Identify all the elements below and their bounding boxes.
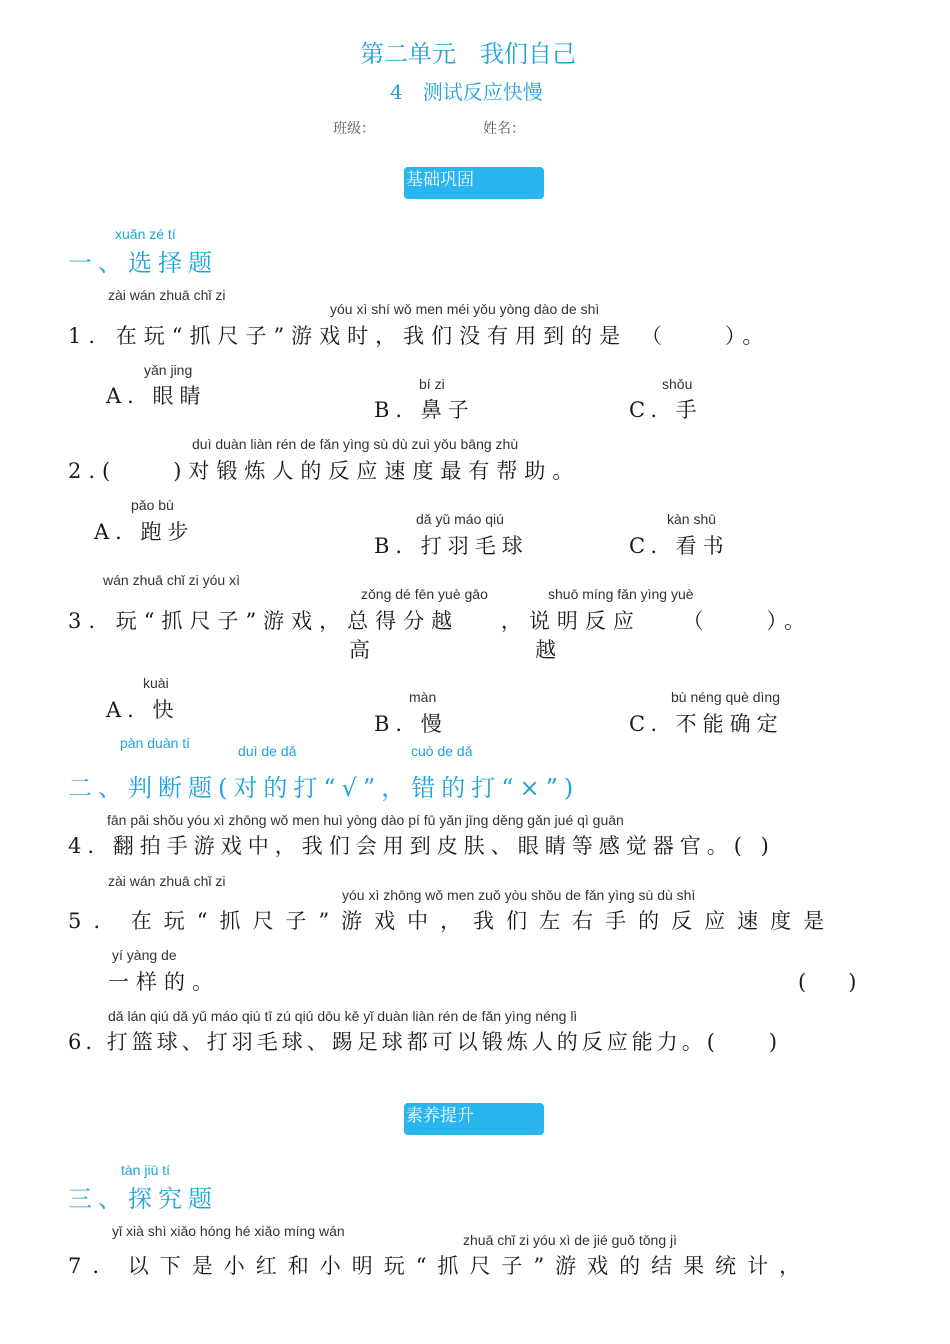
q3-wrap-1: 高 bbox=[349, 638, 377, 662]
q6-text: 6. 打篮球、打羽毛球、踢足球都可以锻炼人的反应能力。( ) bbox=[68, 1030, 782, 1054]
advanced-banner: 素养提升 bbox=[404, 1103, 544, 1135]
q3-pinyin-a: wán zhuā chǐ zi yóu xì bbox=[103, 572, 240, 588]
q6-pinyin: dǎ lán qiú dǎ yǔ máo qiú tī zú qiú dōu kě yǐ duàn liàn rén de fǎn yìng néng lì bbox=[108, 1008, 578, 1024]
q1-a-pinyin: yǎn jing bbox=[144, 362, 193, 378]
q2-option-b[interactable]: B. 打羽毛球 bbox=[374, 534, 529, 558]
section2-pinyin-b: duì de dǎ bbox=[238, 743, 297, 759]
q5-pinyin-b: yóu xì zhōng wǒ men zuǒ yòu shǒu de fǎn yìng sù dù shì bbox=[342, 887, 696, 903]
q2-pinyin: duì duàn liàn rén de fǎn yìng sù dù zuì yǒu bāng zhù bbox=[192, 436, 519, 452]
q3-c-pinyin: bù néng què dìng bbox=[671, 689, 780, 705]
q7-pinyin-a: yǐ xià shì xiǎo hóng hé xiǎo míng wán bbox=[112, 1223, 345, 1239]
q2-option-a[interactable]: A. 跑步 bbox=[94, 520, 195, 544]
q7-text: 7. 以下是小红和小明玩“抓尺子”游戏的结果统计， bbox=[68, 1254, 812, 1278]
q2-c-pinyin: kàn shū bbox=[667, 511, 717, 527]
q2-text: 2.( )对锻炼人的反应速度最有帮助。 bbox=[68, 459, 581, 483]
q3-a-pinyin: kuài bbox=[143, 675, 169, 691]
q3-pinyin-c: shuō míng fǎn yìng yuè bbox=[548, 586, 694, 602]
lesson-title: 4 测试反应快慢 bbox=[390, 80, 543, 104]
section1-title: 一、选择题 bbox=[68, 249, 218, 277]
q7-pinyin-b: zhuā chǐ zi yóu xì de jié guǒ tǒng jì bbox=[463, 1232, 678, 1248]
q1-option-b[interactable]: B. 鼻子 bbox=[374, 398, 475, 422]
q3-wrap-2: 越 bbox=[535, 638, 563, 662]
q3-pinyin-b: zǒng dé fēn yuè gāo bbox=[361, 586, 488, 602]
q1-c-pinyin: shǒu bbox=[662, 376, 693, 392]
q5-text2: 一样的。 bbox=[108, 970, 220, 994]
section1-pinyin: xuǎn zé tí bbox=[115, 226, 176, 242]
section2-title: 二、判断题(对的打“√”，错的打“×”) bbox=[68, 774, 580, 802]
q5-answer-paren[interactable]: ( ) bbox=[798, 970, 857, 994]
q5-text: 5. 在玩“抓尺子”游戏中，我们左右手的反应速度是 bbox=[68, 909, 837, 933]
q1-b-pinyin: bí zi bbox=[419, 376, 445, 392]
q1-pinyin-b: yóu xì shí wǒ men méi yǒu yòng dào de shì bbox=[330, 301, 600, 317]
section2-pinyin-a: pàn duàn tí bbox=[120, 735, 191, 751]
q1-pinyin-a: zài wán zhuā chǐ zi bbox=[108, 287, 226, 303]
q1-option-c[interactable]: C. 手 bbox=[629, 398, 703, 422]
q5-pinyin-a: zài wán zhuā chǐ zi bbox=[108, 873, 226, 889]
q1-option-a[interactable]: A. 眼睛 bbox=[106, 384, 207, 408]
q1-text: 1. 在玩“抓尺子”游戏时，我们没有用到的是 （ ）。 bbox=[68, 324, 771, 348]
q2-b-pinyin: dǎ yǔ máo qiú bbox=[416, 511, 504, 527]
basic-banner: 基础巩固 bbox=[404, 167, 544, 199]
q5-pinyin-c: yí yàng de bbox=[112, 947, 177, 963]
name-label: 姓名： bbox=[483, 121, 525, 137]
q4-pinyin: fān pāi shǒu yóu xì zhōng wǒ men huì yòng dào pí fū yǎn jīng děng gǎn jué qì guān bbox=[107, 812, 624, 828]
q3-option-b[interactable]: B. 慢 bbox=[374, 712, 448, 736]
q2-option-c[interactable]: C. 看书 bbox=[629, 534, 730, 558]
q3-option-c[interactable]: C. 不能确定 bbox=[629, 712, 784, 736]
section3-pinyin: tàn jiū tí bbox=[121, 1162, 171, 1178]
q4-text: 4. 翻拍手游戏中，我们会用到皮肤、眼睛等感觉器官。( ) bbox=[68, 834, 775, 858]
q3-text: 3. 玩“抓尺子”游戏，总得分越 ，说明反应 （ ）。 bbox=[68, 609, 813, 633]
q2-a-pinyin: pǎo bù bbox=[131, 497, 174, 513]
section2-pinyin-c: cuò de dǎ bbox=[411, 743, 473, 759]
section3-title: 三、探究题 bbox=[68, 1185, 218, 1213]
unit-title: 第二单元 我们自己 bbox=[360, 40, 576, 68]
class-label: 班级： bbox=[333, 121, 375, 137]
q3-b-pinyin: màn bbox=[409, 689, 437, 705]
q3-option-a[interactable]: A. 快 bbox=[106, 698, 180, 722]
